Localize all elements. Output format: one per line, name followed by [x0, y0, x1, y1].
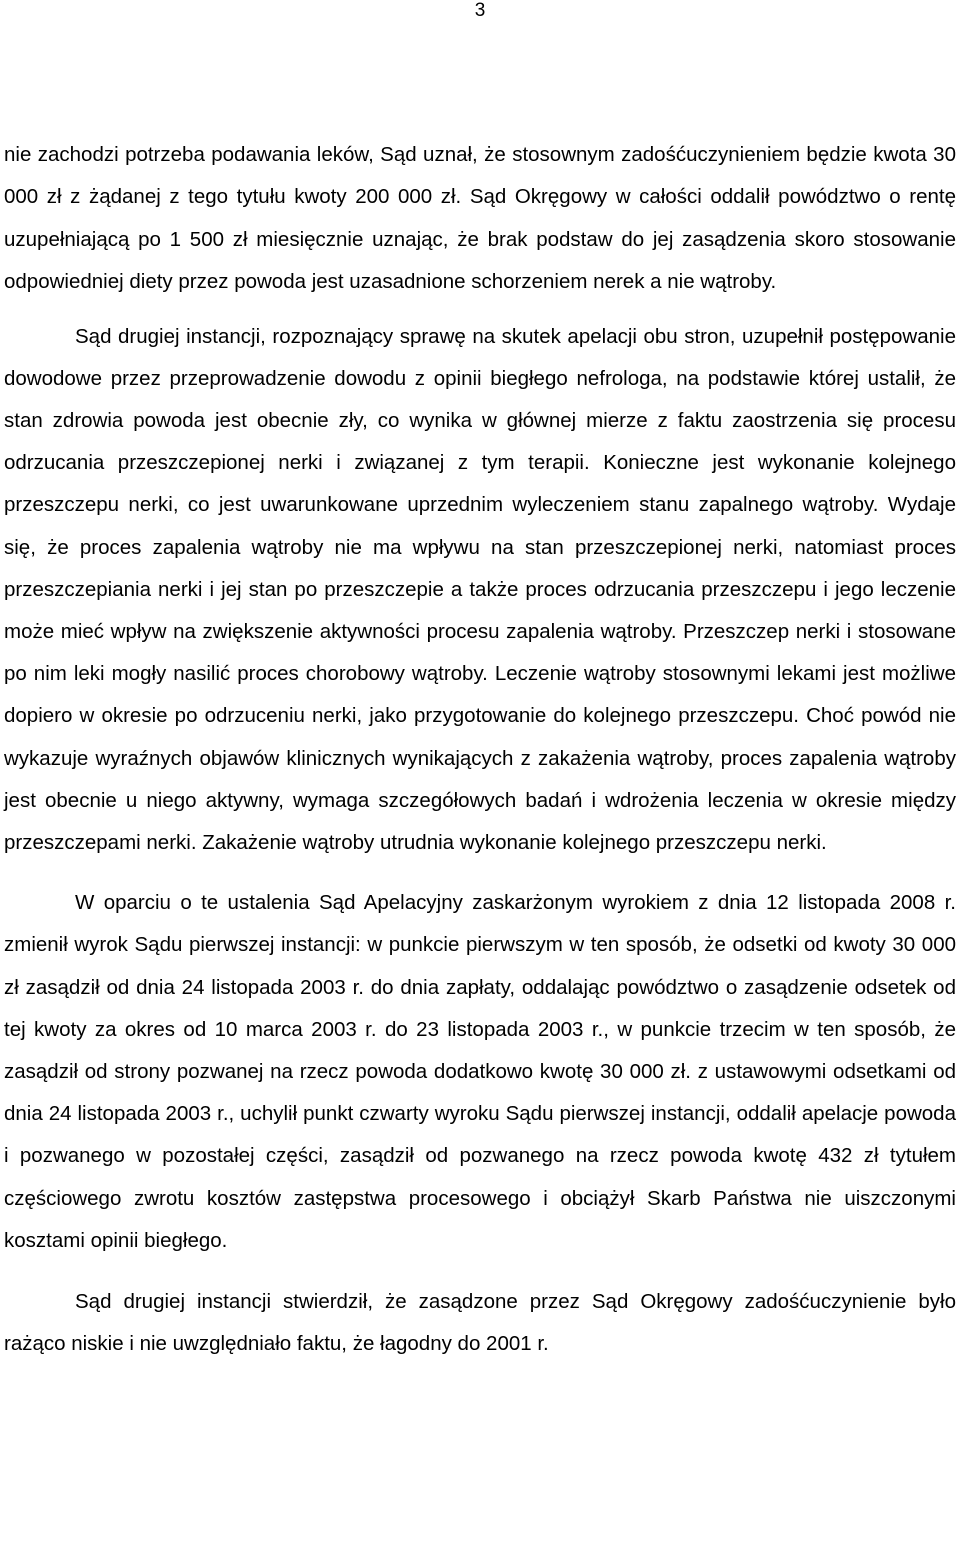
- paragraph-2: Sąd drugiej instancji, rozpoznający sprawę na skutek apelacji obu stron, uzupełnił postępowanie dowodowe przez przeprowadzenie dowodu z opinii biegłego nefrologa, na podstawie której ustalił, że stan zdrowia powoda jest obecnie zły, co wynika w głównej mierze z faktu zaostrzenia się procesu odrzucania przeszczepionej nerki i związanej z tym terapii. Konieczne jest wykonanie kolejnego przeszczepu nerki, co jest uwarunkowane uprzednim wyleczeniem stanu zapalnego wątroby. Wydaje się, że proces zapalenia wątroby nie ma wpływu na stan przeszczepionej nerki, natomiast proces przeszczepiania nerki i jej stan po przeszczepie a także proces odrzucania przeszczepu i jego leczenie może mieć wpływ na zwiększenie aktywności procesu zapalenia wątroby. Przeszczep nerki i stosowane po nim leki mogły nasilić proces chorobowy wątroby. Leczenie wątroby stosownymi lekami jest możliwe dopiero w okresie po odrzuceniu nerki, jako przygotowanie do kolejnego przeszczepu. Choć powód nie wykazuje wyraźnych objawów klinicznych wynikających z zakażenia wątroby, proces zapalenia wątroby jest obecnie u niego aktywny, wymaga szczegółowych badań i wdrożenia leczenia w okresie między przeszczepami nerki. Zakażenie wątroby utrudnia wykonanie kolejnego przeszczepu nerki.: [4, 324, 956, 855]
- paragraph-3: W oparciu o te ustalenia Sąd Apelacyjny zaskarżonym wyrokiem z dnia 12 listopada 2008 r. zmienił wyrok Sądu pierwszej instancji: w punkcie pierwszym w ten sposób, że odsetki od kwoty 30 000 zł zasądził od dnia 24 listopada 2003 r. do dnia zapłaty, oddalając powództwo o zasądzenie odsetek od tej kwoty za okres od 10 marca 2003 r. do 23 listopada 2003 r., w punkcie trzecim w ten sposób, że zasądził od strony pozwanej na rzecz powoda dodatkowo kwotę 30 000 zł. z ustawowymi odsetkami od dnia 24 listopada 2003 r., uchylił punkt czwarty wyroku Sądu pierwszej instancji, oddalił apelacje powoda i pozwanego w pozostałej części, zasądził od pozwanego na rzecz powoda kwotę 432 zł tytułem częściowego zwrotu kosztów zastępstwa procesowego i obciążył Skarb Państwa nie uiszczonymi kosztami opinii biegłego.: [4, 891, 956, 1252]
- document-body: [4, 134, 956, 1366]
- page-number: 3: [474, 0, 486, 21]
- paragraph-4: Sąd drugiej instancji stwierdził, że zasądzone przez Sąd Okręgowy zadośćuczynienie było rażąco niskie i nie uwzględniało faktu, że łagodny do 2001 r.: [4, 1290, 956, 1356]
- paragraph-1: nie zachodzi potrzeba podawania leków, Sąd uznał, że stosownym zadośćuczynieniem będzie kwota 30 000 zł z żądanej z tego tytułu kwoty 200 000 zł. Sąd Okręgowy w całości oddalił powództwo o rentę uzupełniającą po 1 500 zł miesięcznie uznając, że brak podstaw do jej zasądzenia skoro stosowanie odpowiedniej diety przez powoda jest uzasadnione schorzeniem nerek a nie wątroby.: [4, 143, 956, 294]
